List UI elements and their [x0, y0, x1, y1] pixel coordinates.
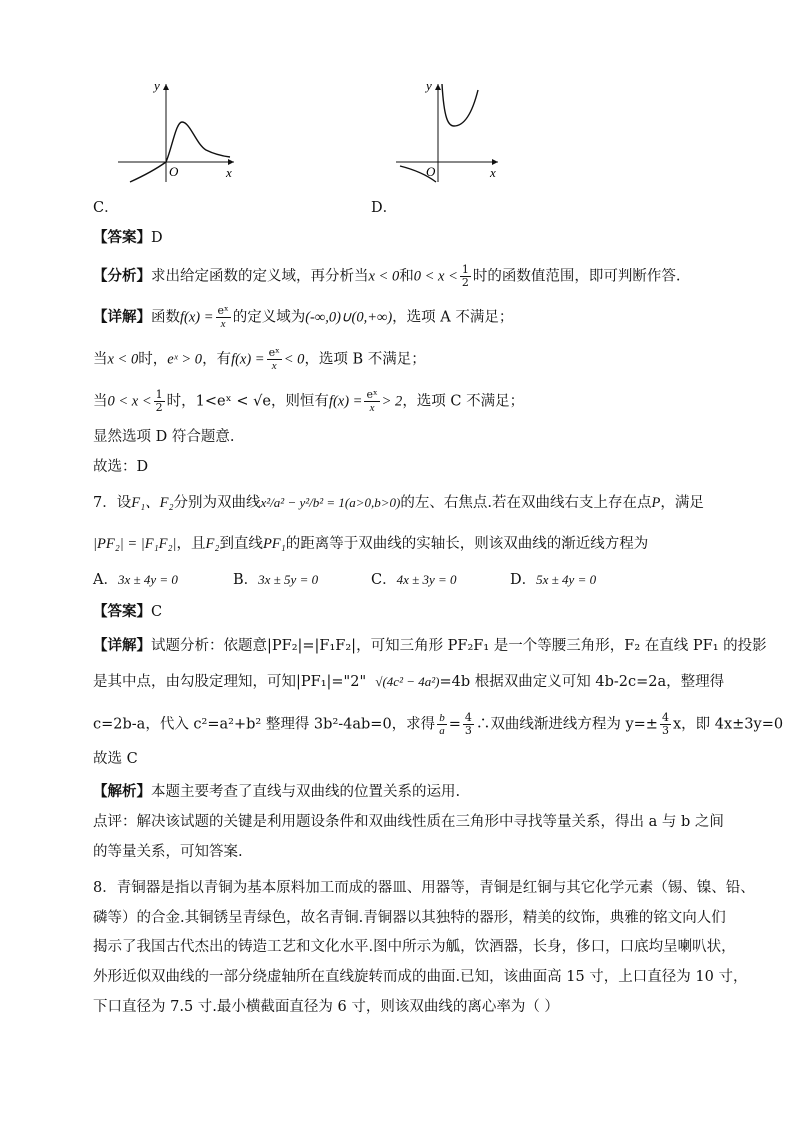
text: 本题主要考查了直线与双曲线的位置关系的运用.	[151, 784, 461, 800]
q7-option-c: C．4x ± 3y = 0	[371, 572, 457, 588]
text: 函数	[151, 309, 180, 326]
text: c=2b-a，代入 c²=a²+b² 整理得 3b²-4ab=0，求得	[93, 716, 436, 733]
q8-line-2: 磷等）的合金.其铜锈呈青绿色，故名青铜.青铜器以其独特的器形，精美的纹饰，典雅的铭文向人们	[93, 910, 726, 926]
q7-detail-2	[93, 672, 724, 692]
answer-value: D	[151, 230, 163, 246]
q8-line-3: 揭示了我国古代杰出的铸造工艺和文化水平.图中所示为觚，饮酒器，长身，侈口，口底均呈喇叭状，	[93, 939, 736, 955]
analysis-tag: 【分析】	[93, 267, 151, 285]
q7-option-b: B．3x ± 5y = 0	[233, 572, 319, 588]
origin-label: O	[426, 164, 436, 179]
fraction: $\frac{\text{eˣ}}{x}$	[366, 388, 378, 414]
text: ，选项 A 不满足；	[392, 309, 514, 326]
math: PF₁	[262, 536, 286, 552]
text: 是其中点，由勾股定理知，可知|PF₁|="2"	[93, 674, 367, 690]
text: x，即 4x±3y=0	[672, 716, 784, 733]
q6-detail-2	[93, 347, 426, 372]
fraction: $\frac{4}{3}$	[661, 711, 669, 737]
curve-right	[442, 84, 478, 126]
curve-right	[166, 122, 230, 162]
math: eˣ > 0	[167, 351, 203, 368]
graph-c-label: C．	[93, 200, 119, 216]
q7-option-d: D．5x ± 4y = 0	[510, 572, 597, 588]
q6-answer	[93, 228, 163, 248]
x-label: x	[226, 165, 232, 180]
math: (-∞,0)∪(0,+∞)	[305, 309, 393, 326]
q7-comment-2: 的等量关系，可知答案.	[93, 844, 243, 860]
text: 时的函数值范围，即可判断作答.	[472, 268, 681, 285]
q6-analysis	[93, 264, 680, 289]
text: 的距离等于双曲线的实轴长，则该双曲线的渐近线方程为	[285, 536, 649, 552]
q7-stem-1	[93, 493, 704, 513]
origin-label: O	[169, 164, 179, 179]
math: < 0	[283, 351, 305, 368]
y-label: y	[154, 78, 160, 93]
text: 到直线	[219, 536, 263, 552]
text: 的左、右焦点.若在双曲线右支上存在点	[400, 495, 652, 511]
math: |PF₂| = |F₁F₂|	[93, 536, 177, 552]
text: 的定义域为	[232, 309, 306, 326]
graph-d	[392, 78, 512, 183]
text: 求出给定函数的定义域，再分析当	[151, 268, 369, 285]
math: x < 0	[107, 351, 139, 368]
q8-line-1: 8．青铜器是指以青铜为基本原料加工而成的器皿、用器等，青铜是红铜与其它化学元素（锡、镍、铅、	[93, 880, 755, 896]
text: 和	[399, 268, 414, 285]
q7-stem-2	[93, 534, 648, 554]
q7-conclusion: 故选 C	[93, 751, 138, 767]
text: 当	[93, 393, 108, 410]
detail-tag: 【详解】	[93, 637, 151, 654]
q7-detail-3	[93, 712, 783, 737]
math: > 2	[381, 393, 403, 410]
fraction: $\frac{b}{a}$	[439, 712, 445, 737]
math: P	[651, 495, 661, 511]
q7-jiexi	[93, 782, 460, 802]
q7-comment-1: 点评：解决该试题的关键是利用题设条件和双曲线性质在三角形中寻找等量关系，得出 a 与 b 之间	[93, 814, 724, 830]
math: x²/a² − y²/b² = 1(a>0,b>0)	[260, 495, 401, 510]
curve-left	[130, 162, 166, 182]
answer-tag: 【答案】	[93, 229, 151, 246]
math: √(4c² − 4a²)	[375, 674, 440, 689]
text: ，有	[202, 351, 232, 368]
fraction: $\frac{\text{eˣ}}{x}$	[268, 346, 280, 372]
math: 0 < x <	[107, 393, 152, 410]
q8-line-4: 外形近似双曲线的一部分绕虚轴所在直线旋转而成的曲面.已知，该曲面高 15 寸，上口直径为 10 寸，	[93, 969, 748, 985]
q7-option-a: A．3x ± 4y = 0	[93, 572, 178, 588]
q7-answer	[93, 602, 162, 622]
fraction: $\frac{4}{3}$	[464, 711, 472, 737]
math: f(x) =	[231, 351, 265, 368]
detail-tag: 【详解】	[93, 308, 151, 326]
graph-d-label: D．	[371, 200, 398, 216]
text: 时，	[138, 351, 168, 368]
fraction: $\frac{1}{2}$	[461, 263, 469, 289]
text: ，选项 B 不满足；	[304, 351, 426, 368]
math: 0 < x <	[413, 268, 458, 285]
q6-detail-4: 显然选项 D 符合题意.	[93, 429, 235, 445]
q8-line-5: 下口直径为 7.5 寸.最小横截面直径为 6 寸，则该双曲线的离心率为（ ）	[93, 999, 559, 1015]
text: ，则恒有	[270, 393, 329, 410]
text: 7．设	[93, 495, 132, 511]
text: ∴双曲线渐进线方程为 y=±	[475, 716, 658, 733]
x-label: x	[490, 165, 496, 180]
text: =4b 根据双曲定义可知 4b-2c=2a，整理得	[439, 674, 725, 690]
answer-tag: 【答案】	[93, 603, 151, 620]
graph-c	[110, 78, 240, 183]
text: ，且	[176, 536, 206, 552]
q6-detail-3	[93, 389, 524, 414]
fraction: $\frac{1}{2}$	[155, 388, 163, 414]
math: f(x) =	[180, 309, 214, 326]
fraction: $\frac{\text{eˣ}}{x}$	[217, 304, 229, 330]
q6-conclusion: 故选：D	[93, 459, 149, 475]
text: 分别为双曲线	[173, 495, 261, 511]
text: 试题分析：依题意|PF₂|=|F₁F₂|，可知三角形 PF₂F₁ 是一个等腰三角形，F₂ 在直线 PF₁ 的投影	[151, 638, 767, 654]
y-label: y	[426, 78, 432, 93]
text: ，满足	[660, 495, 704, 511]
text: =	[448, 716, 461, 733]
math: x < 0	[368, 268, 400, 285]
math: 1<eˣ < √e	[195, 393, 271, 410]
text: 当	[93, 351, 108, 368]
math: F₁、F₂	[131, 495, 174, 511]
jiexi-tag: 【解析】	[93, 783, 151, 800]
text: 时，	[166, 393, 196, 410]
q7-detail-1	[93, 636, 767, 656]
math: F₂	[205, 536, 220, 552]
q6-detail-1	[93, 305, 513, 330]
math: f(x) =	[328, 393, 363, 410]
text: ，选项 C 不满足；	[402, 393, 525, 410]
answer-value: C	[151, 604, 163, 620]
